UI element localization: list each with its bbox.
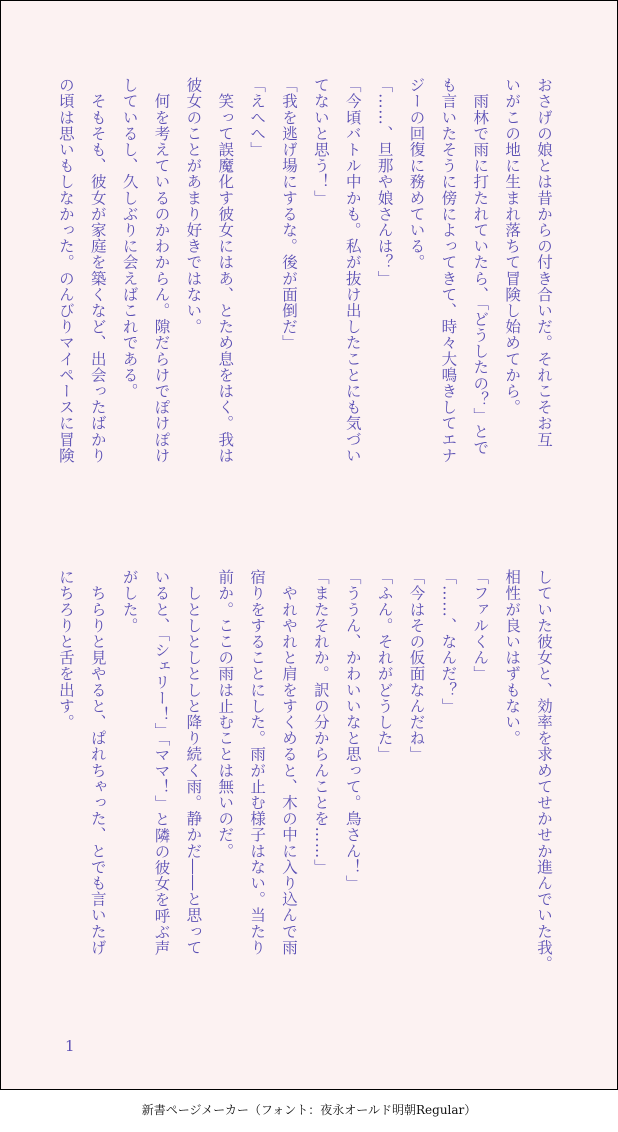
text-line: 彼女のことがあまり好きではない。 [184,77,203,335]
text-line: しとしとしとしと降り続く雨。静かだ――と思って [184,569,203,956]
text-line: いがこの地に生まれ落ちて冒険し始めてから。 [503,77,522,416]
text-line: 「……、なんだ？」 [439,569,458,714]
footer-caption: 新書ページメーカー（フォント：夜永オールド明朝Regular） [141,1103,477,1117]
text-line: していた彼女と、効率を求めてせかせか進んでいた我。 [535,569,553,972]
text-line: しているし、久しぶりに会えばこれである。 [120,77,139,399]
text-line: おさげの娘とは昔からの付き合いだ。それこそお互 [535,77,553,448]
text-line: ちらりと見やると、ぱれちゃった、とでも言いたげ [88,569,107,956]
text-line: 「ううん、かわいいなと思って。鳥さん！」 [343,569,362,891]
text-line: 「今はその仮面なんだね」 [407,569,426,763]
text-line: 前か。ここの雨は止むことは無いのだ。 [216,569,235,859]
text-line: そもそも、彼女が家庭を築くなど、出会ったばかり [88,77,107,464]
text-line: も言いたそうに傍によってきて、時々大鳴きしてエナ [439,77,458,464]
text-line: 雨林で雨に打たれていたら、「どうしたの？」とで [471,77,490,456]
text-line: がした。 [120,569,139,634]
text-line: やれやれと肩をすくめると、木の中に入り込んで雨 [280,569,298,956]
page-number: 1 [65,1037,75,1055]
text-line: てないと思う！」 [311,77,330,206]
text-line: 「またそれか。訳の分からんことを……」 [311,569,330,875]
text-line: 相性が良いはずもない。 [503,569,522,747]
text-line: 「ふん。それがどうした」 [375,569,394,763]
text-block-upper [51,77,561,527]
text-line: 「えへへ」 [248,77,267,158]
text-line: 宿りをすることにした。雨が止む様子はない。当たり [248,569,267,956]
text-line: 「……、旦那や娘さんは？」 [375,77,394,287]
text-line: 笑って誤魔化す彼女にはあ、とため息をはく。我は [216,77,235,464]
text-line: 「我を逃げ場にするな。後が面倒だ」 [280,77,298,351]
text-line: ジーの回復に務めている。 [407,77,426,271]
text-line: 「今頃バトル中かも。私が抜け出したことにも気づい [343,77,362,464]
text-block-lower [51,569,561,1039]
text-line: 「ファルくん」 [471,569,490,682]
text-line: いると、「シェリー！」「ママ！」と隣の彼女を呼ぶ声 [152,569,171,956]
text-line: 何を考えているのかわからん。隙だらけでぽけぽけ [152,77,171,464]
text-line: にちろりと舌を出す。 [56,569,75,730]
text-line: の頃は思いもしなかった。のんびりマイペースに冒険 [56,77,75,464]
